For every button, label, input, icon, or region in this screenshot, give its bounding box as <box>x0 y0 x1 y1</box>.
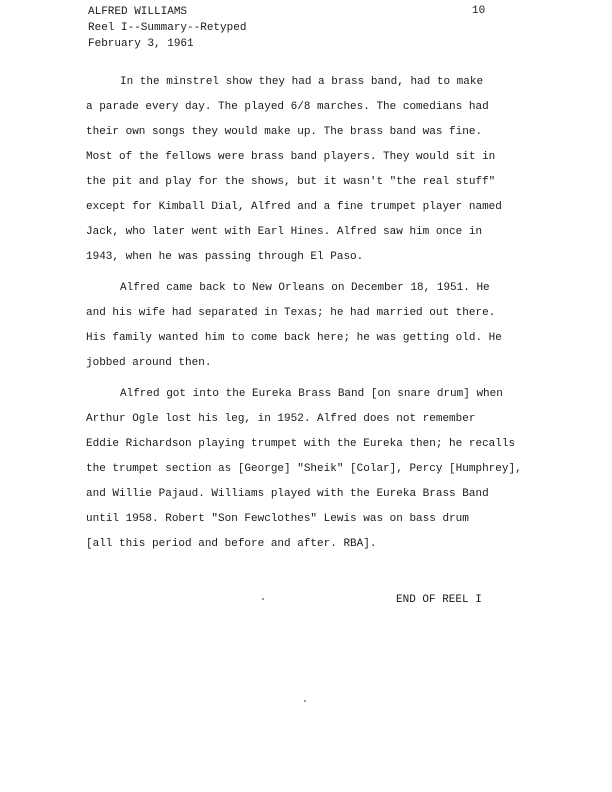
text-line: Most of the fellows were brass band players. They would sit in <box>86 151 496 163</box>
scan-speck <box>262 598 264 600</box>
text-line: a parade every day. The played 6/8 marches. The comedians had <box>86 101 489 113</box>
paragraph <box>86 382 556 557</box>
text-line: and Willie Pajaud. Williams played with the Eureka Brass Band <box>86 488 489 500</box>
text-line: the pit and play for the shows, but it wasn't "the real stuff" <box>86 176 496 188</box>
page-number: 10 <box>472 5 486 17</box>
text-line: Jack, who later went with Earl Hines. Alfred saw him once in <box>86 226 483 238</box>
text-line: and his wife had separated in Texas; he had married out there. <box>86 307 496 319</box>
paragraph <box>86 276 556 376</box>
text-line: except for Kimball Dial, Alfred and a fine trumpet player named <box>86 201 502 213</box>
text-line: Arthur Ogle lost his leg, in 1952. Alfred does not remember <box>86 413 476 425</box>
document-header <box>88 4 246 52</box>
text-line: [all this period and before and after. RBA]. <box>86 538 377 550</box>
text-line: 1943, when he was passing through El Paso. <box>86 251 364 263</box>
text-line: In the minstrel show they had a brass band, had to make <box>120 76 484 88</box>
interview-date: February 3, 1961 <box>88 38 194 50</box>
text-line: Alfred came back to New Orleans on December 18, 1951. He <box>120 282 490 294</box>
text-line: Alfred got into the Eureka Brass Band [on snare drum] when <box>120 388 503 400</box>
text-line: their own songs they would make up. The brass band was fine. <box>86 126 483 138</box>
text-line: jobbed around then. <box>86 357 212 369</box>
text-line: until 1958. Robert "Son Fewclothes" Lewis was on bass drum <box>86 513 469 525</box>
text-line: the trumpet section as [George] "Sheik" [Colar], Percy [Humphrey], <box>86 463 522 475</box>
text-line: Eddie Richardson playing trumpet with the Eureka then; he recalls <box>86 438 516 450</box>
text-line: His family wanted him to come back here; he was getting old. He <box>86 332 502 344</box>
scan-speck <box>304 700 306 702</box>
paragraph <box>86 70 556 270</box>
end-of-reel-marker: END OF REEL I <box>396 594 482 606</box>
reel-label: Reel I--Summary--Retyped <box>88 22 247 34</box>
interviewee-name: ALFRED WILLIAMS <box>88 6 188 18</box>
summary-body <box>86 70 556 563</box>
